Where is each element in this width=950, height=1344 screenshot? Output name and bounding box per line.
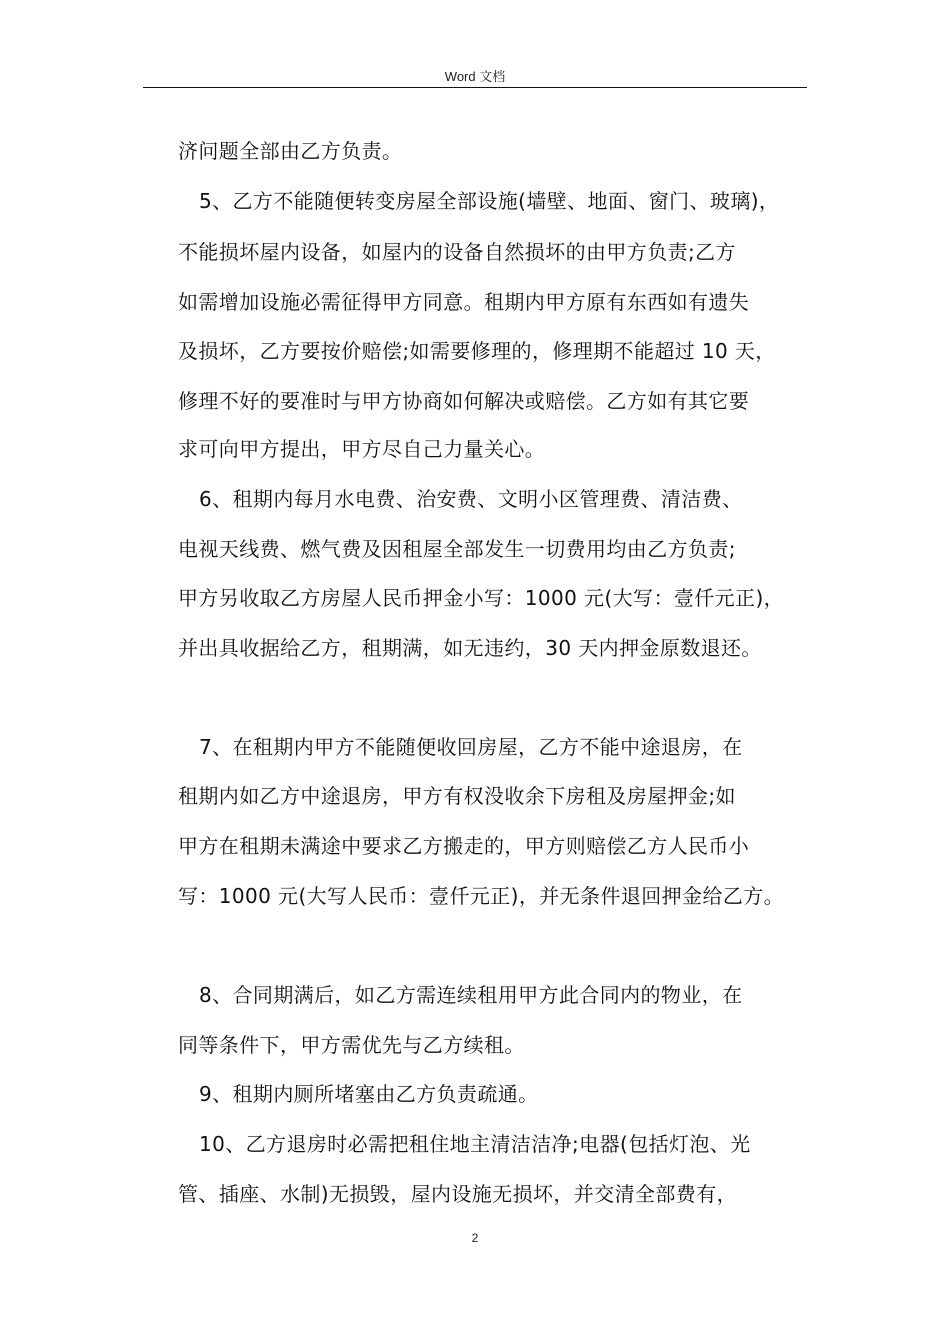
text-line: 8、合同期满后，如乙方需连续租用甲方此合同内的物业，在 bbox=[199, 983, 743, 1007]
text-line: 电视天线费、燃气费及因租屋全部发生一切费用均由乙方负责; bbox=[178, 537, 736, 561]
text-line: 10、乙方退房时必需把租住地主清洁洁净;电器(包括灯泡、光 bbox=[199, 1132, 751, 1156]
page-header: Word 文档 bbox=[444, 69, 506, 84]
text-line: 甲方另收取乙方房屋人民币押金小写：1000 元(大写：壹仟元正)， bbox=[178, 586, 785, 610]
text-line: 7、在租期内甲方不能随便收回房屋，乙方不能中途退房，在 bbox=[199, 735, 743, 759]
text-line: 及损坏，乙方要按价赔偿;如需要修理的，修理期不能超过 10 天， bbox=[178, 339, 776, 363]
text-line: 修理不好的要准时与甲方协商如何解决或赔偿。乙方如有其它要 bbox=[178, 389, 750, 413]
text-line: 6、租期内每月水电费、治安费、文明小区管理费、清洁费、 bbox=[199, 487, 743, 511]
text-line: 济问题全部由乙方负责。 bbox=[178, 139, 403, 163]
text-line: 5、乙方不能随便转变房屋全部设施(墙壁、地面、窗门、玻璃)， bbox=[199, 189, 780, 213]
text-line: 租期内如乙方中途退房，甲方有权没收余下房租及房屋押金;如 bbox=[178, 784, 736, 808]
text-line: 管、插座、水制)无损毁，屋内设施无损坏，并交清全部费有， bbox=[178, 1182, 738, 1206]
text-line: 9、租期内厕所堵塞由乙方负责疏通。 bbox=[199, 1082, 539, 1106]
text-line: 不能损坏屋内设备，如屋内的设备自然损坏的由甲方负责;乙方 bbox=[178, 240, 736, 264]
header-divider bbox=[143, 87, 807, 88]
text-line: 同等条件下，甲方需优先与乙方续租。 bbox=[178, 1033, 525, 1057]
page-number: 2 bbox=[471, 1231, 479, 1245]
text-line: 并出具收据给乙方，租期满，如无违约，30 天内押金原数退还。 bbox=[178, 636, 762, 660]
text-line: 写：1000 元(大写人民币：壹仟元正)，并无条件退回押金给乙方。 bbox=[178, 884, 785, 908]
text-line: 甲方在租期未满途中要求乙方搬走的，甲方则赔偿乙方人民币小 bbox=[178, 834, 750, 858]
text-line: 求可向甲方提出，甲方尽自己力量关心。 bbox=[178, 437, 546, 461]
text-line: 如需增加设施必需征得甲方同意。租期内甲方原有东西如有遗失 bbox=[178, 290, 750, 314]
